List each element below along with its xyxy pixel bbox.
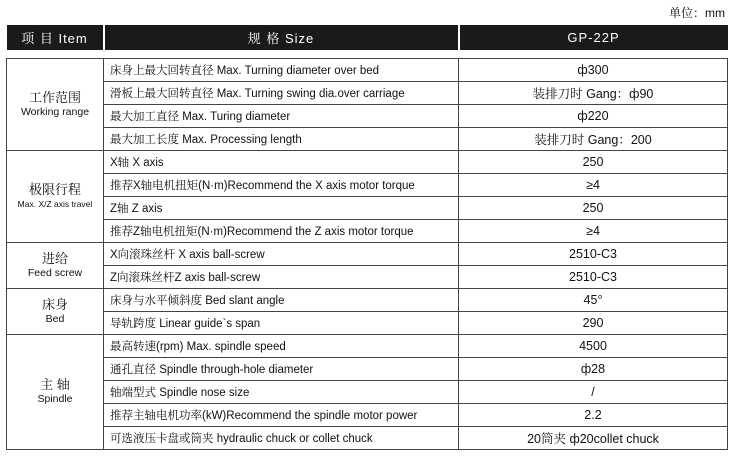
table-row (7, 197, 728, 220)
value-cell: 20筒夹 ф20collet chuck (459, 427, 728, 450)
spec-cell: 导轨跨度 Linear guide`s span (104, 312, 459, 335)
value-cell: 290 (459, 312, 728, 335)
header-row (7, 25, 728, 50)
group-label-zh: 极限行程 (28, 181, 81, 197)
value-cell: 2510-C3 (459, 243, 728, 266)
group-label-zh: 进给 (41, 250, 68, 266)
table-row (7, 82, 728, 105)
table-row (7, 128, 728, 151)
value-cell: 4500 (459, 335, 728, 358)
spec-cell: 滑板上最大回转直径 Max. Turning swing dia.over carriage (104, 82, 459, 105)
group-label-zh: 床身 (41, 296, 68, 312)
spec-cell: Z轴 Z axis (104, 197, 459, 220)
spec-cell: X轴 X axis (104, 151, 459, 174)
table-row (7, 381, 728, 404)
spec-cell: 推荐主轴电机功率(kW)Recommend the spindle motor power (104, 404, 459, 427)
table-row (7, 151, 728, 174)
spec-cell: 通孔直径 Spindle through-hole diameter (104, 358, 459, 381)
spec-cell: 床身上最大回转直径 Max. Turning diameter over bed (104, 59, 459, 82)
table-row (7, 59, 728, 82)
spec-cell: 最大加工长度 Max. Processing length (104, 128, 459, 151)
group-label-en: Max. X/Z axis travel (17, 198, 93, 209)
spec-cell: 可选液压卡盘或筒夹 hydraulic chuck or collet chuck (104, 427, 459, 450)
header-spec: 规 格 Size (104, 25, 459, 50)
table-row (7, 404, 728, 427)
spec-cell: 推荐X轴电机扭矩(N·m)Recommend the X axis motor torque (104, 174, 459, 197)
table-row (7, 174, 728, 197)
value-cell: ф300 (459, 59, 728, 82)
value-cell: 45° (459, 289, 728, 312)
group-label-zh: 工作范围 (28, 89, 81, 105)
header-item: 项 目 Item (7, 25, 104, 50)
group-label (7, 59, 104, 151)
group-label-zh: 主 轴 (40, 377, 70, 392)
spec-table (6, 25, 728, 450)
spec-cell: 最大加工直径 Max. Turing diameter (104, 105, 459, 128)
spec-table-body (7, 50, 728, 450)
spec-cell: 推荐Z轴电机扭矩(N·m)Recommend the Z axis motor torque (104, 220, 459, 243)
group-label-en: Spindle (37, 393, 73, 405)
group-label-en: Working range (20, 105, 90, 118)
table-row (7, 220, 728, 243)
value-cell: ф28 (459, 358, 728, 381)
table-row (7, 312, 728, 335)
group-label-en: Feed screw (27, 266, 83, 279)
table-row (7, 243, 728, 266)
group-label (7, 289, 104, 335)
spec-cell: 轴端型式 Spindle nose size (104, 381, 459, 404)
unit-label: 单位：mm (669, 6, 725, 20)
table-row (7, 358, 728, 381)
value-cell: 装排刀时 Gang：200 (459, 128, 728, 151)
value-cell: 2.2 (459, 404, 728, 427)
value-cell: 250 (459, 151, 728, 174)
group-label (7, 151, 104, 243)
spec-cell: 最高转速(rpm) Max. spindle speed (104, 335, 459, 358)
value-cell: ф220 (459, 105, 728, 128)
value-cell: 250 (459, 197, 728, 220)
spec-cell: 床身与水平倾斜度 Bed slant angle (104, 289, 459, 312)
spec-cell: Z向滚珠丝杆Z axis ball-screw (104, 266, 459, 289)
header-model: GP-22P (459, 25, 728, 50)
table-row (7, 266, 728, 289)
group-label-en: Bed (45, 312, 65, 325)
group-label (7, 243, 104, 289)
spec-cell: X向滚珠丝杆 X axis ball-screw (104, 243, 459, 266)
value-cell: 2510-C3 (459, 266, 728, 289)
table-row (7, 105, 728, 128)
value-cell: / (459, 381, 728, 404)
table-row (7, 427, 728, 450)
value-cell: ≥4 (459, 174, 728, 197)
group-label (7, 335, 104, 450)
value-cell: 装排刀时 Gang：ф90 (459, 82, 728, 105)
table-row (7, 335, 728, 358)
table-row (7, 289, 728, 312)
value-cell: ≥4 (459, 220, 728, 243)
